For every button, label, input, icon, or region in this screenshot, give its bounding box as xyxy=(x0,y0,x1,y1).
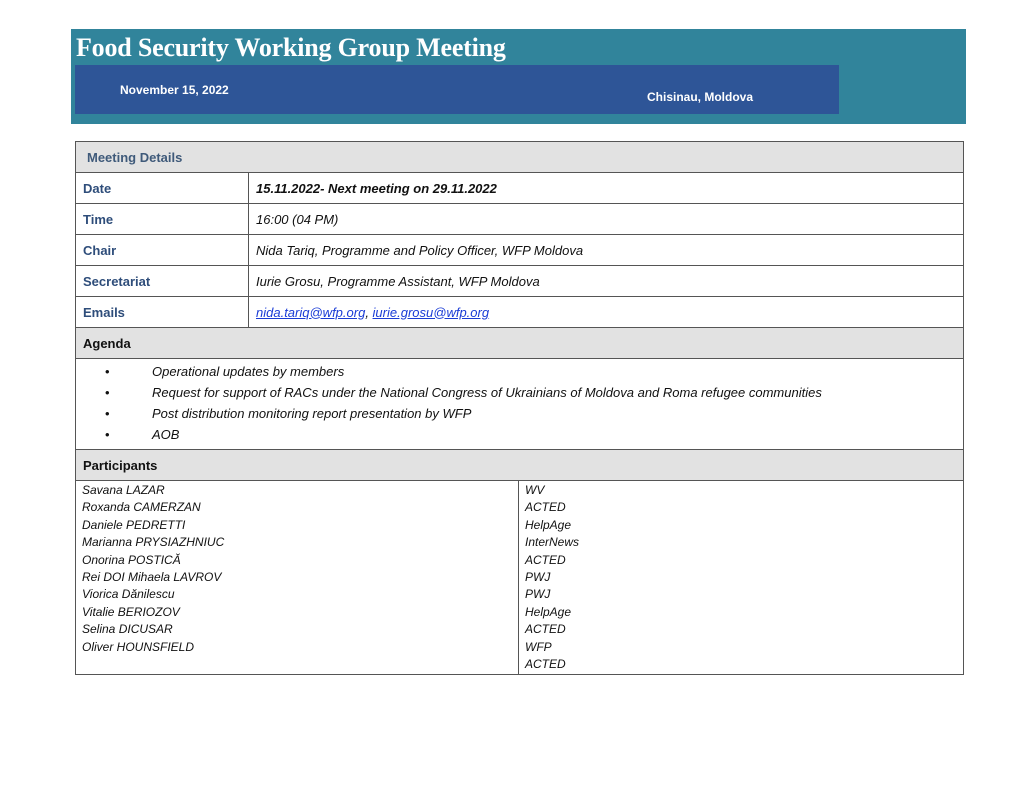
email-link-nida[interactable]: nida.tariq@wfp.org xyxy=(256,304,366,320)
secretariat-value: Iurie Grosu, Programme Assistant, WFP Moldova xyxy=(249,266,964,297)
secretariat-label: Secretariat xyxy=(76,266,249,297)
chair-value: Nida Tariq, Programme and Policy Officer, WFP Moldova xyxy=(249,235,964,266)
agenda-row xyxy=(76,359,964,450)
participant-name: Marianna PRYSIAZHNIUC xyxy=(82,535,225,550)
participant-org: ACTED xyxy=(525,622,566,637)
secretariat-row xyxy=(76,266,964,297)
emails-value xyxy=(249,297,964,328)
participant-org: WFP xyxy=(525,639,552,654)
emails-label: Emails xyxy=(76,297,249,328)
participant-names-list xyxy=(82,481,518,657)
participant-orgs-list xyxy=(525,481,963,674)
meeting-location: Chisinau, Moldova xyxy=(647,90,754,104)
participant-name: Oliver HOUNSFIELD xyxy=(82,639,195,654)
chair-label: Chair xyxy=(76,235,249,266)
participant-name: Onorina POSTICĂ xyxy=(82,552,181,567)
meeting-details-heading: Meeting Details xyxy=(76,142,964,173)
participants-heading: Participants xyxy=(76,450,964,481)
participant-org: HelpAge xyxy=(525,517,572,532)
agenda-item: • Post distribution monitoring report presentation by WFP xyxy=(76,403,963,424)
emails-row xyxy=(76,297,964,328)
agenda-item: • AOB xyxy=(76,424,963,445)
participant-name: Rei DOI Mihaela LAVROV xyxy=(82,569,222,584)
agenda-header xyxy=(76,328,964,359)
participant-name: Roxanda CAMERZAN xyxy=(82,500,201,515)
header-info-band xyxy=(75,65,839,114)
participant-orgs-cell xyxy=(519,481,964,675)
participant-names-cell xyxy=(76,481,519,675)
participant-org: PWJ xyxy=(525,587,551,602)
meeting-details-header xyxy=(76,142,964,173)
email-link-iurie[interactable]: iurie.grosu@wfp.org xyxy=(372,304,490,320)
meeting-date: November 15, 2022 xyxy=(120,83,229,97)
date-value: 15.11.2022- Next meeting on 29.11.2022 xyxy=(249,173,964,204)
participant-name: Daniele PEDRETTI xyxy=(82,517,186,532)
chair-row xyxy=(76,235,964,266)
participant-org: InterNews xyxy=(525,535,580,550)
participants-row xyxy=(76,481,964,675)
date-row xyxy=(76,173,964,204)
participants-header xyxy=(76,450,964,481)
participant-org: PWJ xyxy=(525,569,551,584)
agenda-heading: Agenda xyxy=(76,328,964,359)
participant-name: Savana LAZAR xyxy=(82,483,165,497)
agenda-item: • Request for support of RACs under the National Congress of Ukrainians of Moldova and Roma refugee communities xyxy=(76,382,963,403)
participant-org: ACTED xyxy=(525,552,566,567)
meeting-table xyxy=(75,141,964,675)
time-label: Time xyxy=(76,204,249,235)
participant-org: HelpAge xyxy=(525,604,572,619)
participant-name: Selina DICUSAR xyxy=(82,622,173,637)
agenda-item: • Operational updates by members xyxy=(76,361,963,382)
participant-name: Vitalie BERIOZOV xyxy=(82,604,180,619)
time-row xyxy=(76,204,964,235)
time-value: 16:00 (04 PM) xyxy=(249,204,964,235)
email-separator: , xyxy=(365,304,373,320)
participant-org: WV xyxy=(525,483,545,497)
agenda-list xyxy=(76,361,963,445)
participant-org: ACTED xyxy=(525,656,566,671)
agenda-cell xyxy=(76,359,964,450)
document-header xyxy=(71,29,966,124)
document-title: Food Security Working Group Meeting xyxy=(76,33,506,62)
date-label: Date xyxy=(76,173,249,204)
participant-name: Viorica Dănilescu xyxy=(82,587,175,602)
participant-org: ACTED xyxy=(525,500,566,515)
